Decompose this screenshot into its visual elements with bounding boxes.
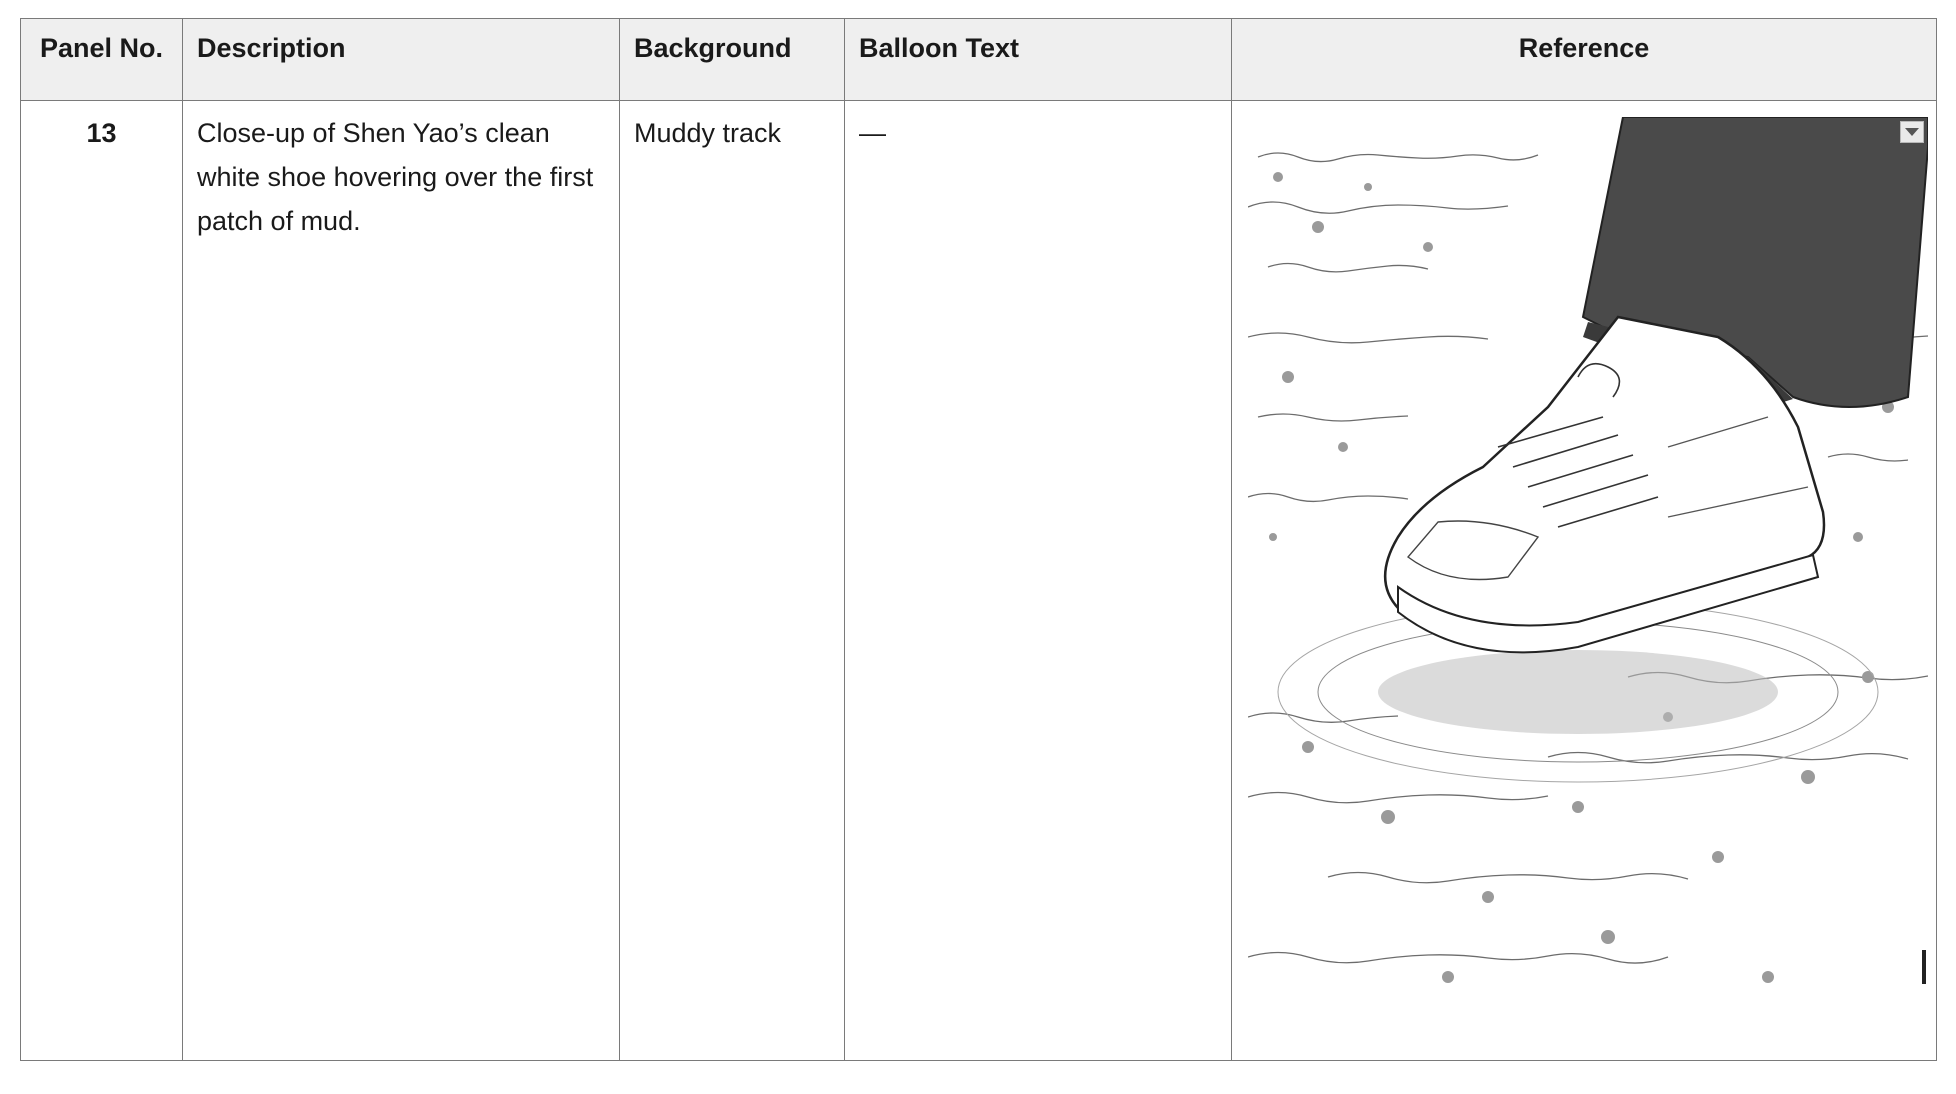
header-row (21, 19, 1937, 101)
header-description: Description (183, 19, 620, 101)
header-reference: Reference (1232, 19, 1937, 101)
header-background: Background (620, 19, 845, 101)
table-row (21, 101, 1937, 1061)
cell-description[interactable]: Close-up of Shen Yao’s clean white shoe hovering over the first patch of mud. (183, 101, 620, 1061)
sneaker-sketch-image (1248, 117, 1928, 1020)
header-balloon-text: Balloon Text (845, 19, 1232, 101)
reference-image[interactable] (1248, 117, 1928, 1020)
cell-background[interactable]: Muddy track (620, 101, 845, 1061)
resize-handle-icon[interactable] (1922, 950, 1926, 984)
cell-reference[interactable] (1232, 101, 1937, 1061)
cell-panel-no[interactable]: 13 (21, 101, 183, 1061)
script-table (20, 18, 1937, 1061)
cell-balloon-text[interactable]: — (845, 101, 1232, 1061)
script-table-container (20, 18, 1936, 1068)
chevron-down-icon[interactable] (1900, 121, 1924, 143)
header-panel-no: Panel No. (21, 19, 183, 101)
